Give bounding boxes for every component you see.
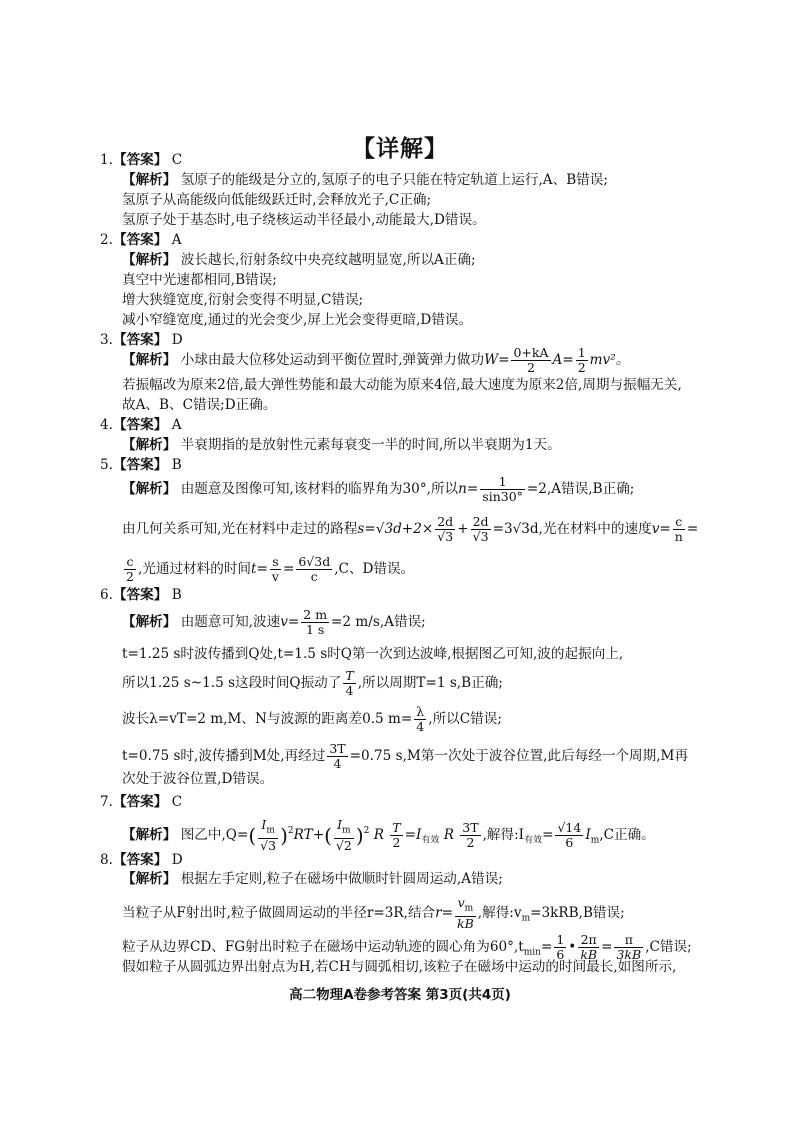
q5-math: s=√3d+2×: [357, 521, 434, 537]
fraction-denominator: √3: [437, 529, 454, 544]
q7-sup: 2: [363, 826, 370, 837]
q7-math: I: [585, 826, 591, 843]
q3-analysis-line: 若振幅改为原来2倍,最大弹性势能和最大动能为原来4倍,最大速度为原来2倍,周期与振幅无关,: [122, 377, 682, 393]
q2-analysis-line: [122, 251, 476, 269]
q7-sub: 有效: [421, 835, 440, 846]
q8-math: =: [540, 939, 553, 955]
q2-number: 2.: [100, 232, 113, 248]
q7-math: R: [373, 826, 384, 843]
q7-math: R: [443, 826, 454, 843]
paren-open: (: [324, 823, 332, 848]
q7-analysis-line: [122, 818, 655, 853]
fraction-numerator: 2 m: [303, 607, 328, 622]
q8-sub: m: [521, 913, 531, 924]
q5-analysis-line: [122, 515, 698, 544]
q6-text: 所以1.25 s~1.5 s这段时间Q振动了: [122, 675, 342, 691]
q7-text: ,C正确。: [599, 826, 655, 843]
q5-number: 5.: [100, 457, 113, 473]
fraction-denominator: 4: [345, 683, 354, 698]
fraction-denominator: n: [674, 529, 683, 544]
fraction-numerator: [455, 896, 476, 917]
fraction-numerator: 2π: [578, 933, 599, 948]
fraction-numerator: 3T: [462, 819, 479, 835]
q6-text: =2 m/s,A错误;: [331, 614, 426, 630]
q3-math: mv²。: [589, 352, 630, 368]
fraction-numerator: 2d: [437, 514, 454, 529]
paren-close: ): [355, 823, 364, 848]
fraction-numerator: c: [124, 555, 136, 570]
fraction-denominator: kB: [457, 915, 474, 931]
q7-sub: 有效: [524, 835, 543, 846]
fraction-denominator: kB: [580, 947, 598, 962]
q8-sub: min: [523, 947, 541, 958]
q1-analysis-line: [122, 171, 608, 189]
q3-analysis-line: 故A、B、C错误;D正确。: [122, 397, 277, 413]
q5-math: +: [457, 521, 469, 537]
q5-fraction: [471, 515, 491, 544]
q5-answer-line: [100, 456, 182, 474]
q2-answer: A: [171, 232, 182, 248]
q7-math: RT+: [293, 826, 325, 843]
q6-analysis-line: t=1.25 s时波传播到Q处,t=1.5 s时Q第一次到达波峰,根据图乙可知,波的起振向上,: [122, 646, 624, 662]
q6-text: ,所以周期T=1 s,B正确;: [357, 675, 503, 691]
q6-text: =0.75 s,M第一次处于波谷位置,此后每经一个周期,M再: [349, 748, 689, 764]
q1-analysis-line: 氢原子从高能级向低能级跃迁时,会释放光子,C正确;: [122, 192, 432, 208]
q5-math: n=: [458, 481, 479, 497]
q5-fraction: [435, 515, 455, 544]
q7-fraction: [258, 818, 278, 853]
fraction-numerator: T: [345, 668, 354, 683]
fraction-denominator: 2: [126, 569, 134, 584]
q5-analysis-line: [122, 475, 634, 504]
fraction-denominator: √3: [472, 529, 489, 544]
fraction-denominator: sin30°: [482, 489, 523, 504]
q2-analysis-text: 波长越长,衍射条纹中央亮纹越明显宽,所以A正确;: [180, 252, 476, 268]
fraction-numerator: 1: [556, 932, 565, 947]
answer-label: 【答案】: [112, 794, 168, 810]
q5-text: 由几何关系可知,光在材料中走过的路程: [122, 521, 358, 537]
q5-fraction: [296, 555, 332, 584]
q5-math: =: [282, 561, 295, 577]
q6-math: v=: [280, 614, 300, 630]
q4-number: 4.: [100, 417, 113, 433]
q6-fraction: [301, 608, 329, 637]
q4-analysis-line: [122, 436, 561, 454]
q5-analysis-line: [122, 555, 414, 584]
q5-text: =2,A错误,B正确;: [526, 481, 635, 497]
q6-answer: B: [171, 587, 182, 603]
q4-answer: A: [171, 417, 182, 433]
q6-text: t=0.75 s时,波传播到M处,再经过: [122, 748, 326, 764]
q8-analysis-line: [122, 896, 625, 931]
fraction-denominator: 6: [556, 947, 565, 962]
q1-answer: C: [171, 152, 183, 168]
q5-answer: B: [171, 457, 182, 473]
q4-analysis-text: 半衰期指的是放射性元素每衰变一半的时间,所以半衰期为1天。: [180, 437, 561, 453]
q8-text: ,解得:v: [477, 904, 522, 921]
fraction-numerator: s: [270, 555, 281, 570]
fraction-denominator: v: [271, 569, 279, 584]
answer-label: 【答案】: [112, 152, 168, 168]
q8-fraction: [455, 896, 476, 931]
q6-text: 由题意可知,波速: [180, 614, 281, 630]
q7-text: 图乙中,Q=: [180, 826, 249, 843]
fraction-denominator: 2: [392, 834, 401, 850]
fraction-denominator: 2: [577, 360, 586, 375]
q7-sub: m: [266, 825, 275, 836]
q8-text: ,C错误;: [645, 939, 692, 955]
q8-analysis-line: 假如粒子从圆弧边界出射点为H,若CH与圆弧相切,该粒子在磁场中运动的时间最长,如图所示,: [122, 959, 677, 975]
q6-analysis-line: [122, 742, 688, 771]
fraction-numerator: 0+kA: [513, 345, 549, 360]
q8-text: =3kRB,B错误;: [530, 904, 625, 921]
fraction-numerator: π: [614, 933, 643, 948]
fraction-numerator: λ: [414, 705, 426, 720]
q7-answer-line: [100, 793, 182, 811]
q8-answer-line: [100, 851, 183, 869]
q3-analysis-line: [122, 346, 629, 375]
q3-fraction: [576, 346, 588, 375]
q1-number: 1.: [100, 152, 113, 168]
q3-answer: D: [171, 332, 183, 348]
q6-text: 波长λ=vT=2 m,M、N与波源的距离差0.5 m=: [122, 711, 413, 727]
answer-label: 【答案】: [112, 852, 168, 868]
q5-math: =: [686, 521, 699, 537]
q7-sup: 2: [287, 826, 294, 837]
q8-answer: D: [171, 852, 183, 868]
q8-text: 粒子从边界CD、FG射出时粒子在磁场中运动轨迹的圆心角为60°,t: [122, 939, 524, 955]
q5-math: v=: [651, 521, 671, 537]
fraction-denominator: 2: [527, 360, 535, 375]
paren-close: ): [280, 823, 288, 848]
q7-math: I: [261, 817, 267, 832]
fraction-numerator: [334, 818, 354, 839]
analysis-label: 【解析】: [122, 352, 177, 368]
q5-fraction: [124, 555, 136, 584]
analysis-label: 【解析】: [122, 172, 177, 188]
fraction-denominator: √2: [335, 837, 352, 853]
q2-analysis-line: 真空中光速都相同,B错误;: [122, 272, 277, 288]
q7-text: ,解得:I: [482, 826, 525, 843]
q6-fraction: [414, 705, 426, 734]
q7-fraction: [390, 821, 402, 850]
q3-fraction: [511, 346, 550, 375]
analysis-label: 【解析】: [122, 871, 177, 887]
q7-math: =: [542, 826, 554, 843]
q8-math: r=: [435, 904, 454, 921]
fraction-numerator: c: [673, 515, 685, 530]
page-title: 【详解】: [352, 136, 448, 162]
q5-text: ,光通过材料的时间: [137, 561, 252, 577]
fraction-numerator: 3T: [329, 741, 346, 756]
q5-fraction: [673, 515, 685, 544]
q8-math: v: [457, 895, 465, 910]
analysis-label: 【解析】: [122, 437, 177, 453]
fraction-denominator: 3kB: [616, 947, 642, 962]
q5-text: =3√3d,光在材料中的速度: [492, 521, 652, 537]
q6-analysis-line: [122, 669, 503, 698]
q6-number: 6.: [100, 587, 113, 603]
q8-analysis-line: [122, 870, 503, 888]
q6-fraction: [327, 742, 347, 771]
q7-answer: C: [171, 794, 183, 810]
q5-text: 由题意及图像可知,该材料的临界角为30°,所以: [180, 481, 459, 497]
q8-analysis-text: 根据左手定则,粒子在磁场中做顺时针圆周运动,A错误;: [180, 871, 503, 887]
q7-fraction: [555, 821, 583, 850]
q6-text: ,所以C错误;: [428, 711, 502, 727]
q3-math: A=: [552, 352, 574, 368]
fraction-denominator: 2: [466, 834, 475, 850]
q7-math: =I: [404, 826, 422, 843]
q7-sub: m: [342, 825, 351, 836]
q3-number: 3.: [100, 332, 113, 348]
answer-label: 【答案】: [112, 587, 168, 603]
fraction-denominator: 6: [565, 834, 574, 850]
q7-sub: m: [590, 835, 600, 846]
analysis-label: 【解析】: [122, 826, 177, 843]
analysis-label: 【解析】: [122, 252, 177, 268]
q3-math: W=: [484, 352, 510, 368]
fraction-numerator: 1: [480, 475, 525, 490]
q5-text: ,C、D错误。: [334, 561, 415, 577]
q5-fraction: [480, 475, 525, 504]
paren-open: (: [248, 823, 257, 848]
q6-analysis-line: [122, 705, 502, 734]
q5-math: t=: [251, 561, 268, 577]
q1-analysis-line: 氢原子处于基态时,电子绕核运动半径最小,动能最大,D错误。: [122, 212, 486, 228]
fraction-numerator: [258, 818, 278, 839]
q8-sub: m: [464, 903, 474, 914]
analysis-label: 【解析】: [122, 481, 177, 497]
fraction-denominator: 1 s: [305, 622, 325, 637]
q8-math: =: [601, 939, 613, 955]
q2-analysis-line: 增大狭缝宽度,衍射会变得不明显,C错误;: [122, 292, 364, 308]
q8-math: •: [568, 939, 577, 955]
q1-analysis-text: 氢原子的能级是分立的,氢原子的电子只能在特定轨道上运行,A、B错误;: [180, 172, 608, 188]
q6-analysis-line: [122, 608, 426, 637]
answer-label: 【答案】: [112, 332, 168, 348]
fraction-numerator: 6√3d: [298, 554, 331, 569]
q4-answer-line: [100, 416, 182, 434]
q6-analysis-line: 次处于波谷位置,D错误。: [122, 771, 274, 787]
q6-fraction: [343, 669, 355, 698]
fraction-numerator: √14: [557, 819, 582, 835]
q2-analysis-line: 减小窄缝宽度,通过的光会变少,屏上光会变得更暗,D错误。: [122, 312, 473, 328]
fraction-denominator: 4: [333, 756, 342, 771]
fraction-denominator: 4: [416, 719, 425, 734]
q7-fraction: [460, 821, 480, 850]
page-footer: 高二物理A卷参考答案 第3页(共4页): [289, 987, 511, 1003]
q8-number: 8.: [100, 852, 113, 868]
fraction-numerator: T: [392, 819, 401, 835]
fraction-numerator: 1: [577, 345, 586, 360]
analysis-label: 【解析】: [122, 614, 177, 630]
q7-math: I: [337, 817, 343, 832]
q5-fraction: [270, 555, 281, 584]
fraction-denominator: c: [310, 569, 318, 584]
fraction-numerator: 2d: [472, 514, 489, 529]
answer-label: 【答案】: [112, 417, 168, 433]
q8-text: 当粒子从F射出时,粒子做圆周运动的半径r=3R,结合: [122, 904, 436, 921]
answer-label: 【答案】: [112, 232, 168, 248]
q7-number: 7.: [100, 794, 113, 810]
fraction-denominator: √3: [260, 837, 277, 853]
q7-fraction: [334, 818, 354, 853]
q2-answer-line: [100, 231, 182, 249]
q1-answer-line: [100, 151, 182, 169]
answer-label: 【答案】: [112, 457, 168, 473]
q6-answer-line: [100, 586, 182, 604]
q3-text: 小球由最大位移处运动到平衡位置时,弹簧弹力做功: [180, 352, 485, 368]
